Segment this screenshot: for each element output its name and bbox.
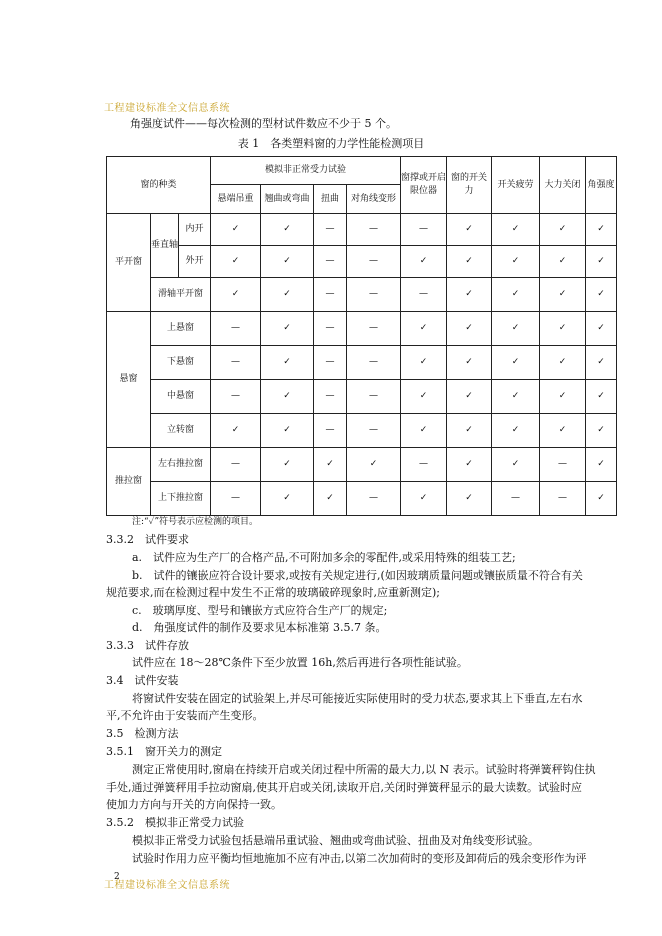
cell: ✓ [447, 380, 492, 414]
cell: — [401, 278, 447, 312]
cell: — [314, 246, 347, 278]
cell: — [401, 448, 447, 482]
table-row [107, 278, 617, 312]
section-3-5-1-text-2: 手处,通过弹簧秤用手拉动窗扇,使其开启或关闭,读取开启,关闭时弹簧秤显示的最大读数。试验时应 [106, 781, 582, 794]
cell: — [211, 380, 261, 414]
section-3-3-2-b-2: 规范要求,而在检测过程中发生不正常的玻璃破碎现象时,应重新测定); [106, 586, 440, 599]
cell: ✓ [261, 214, 314, 246]
section-3-5-2-text-1: 模拟非正常受力试验包括悬端吊重试验、翘曲或弯曲试验、扭曲及对角线变形试验。 [132, 834, 539, 847]
cell: — [347, 312, 401, 346]
table-row [107, 448, 617, 482]
cell: ✓ [211, 246, 261, 278]
cell: — [347, 346, 401, 380]
cell: ✓ [447, 482, 492, 516]
cell: ✓ [540, 312, 586, 346]
cell: — [401, 214, 447, 246]
watermark-bottom: 工程建设标准全文信息系统 [104, 880, 230, 891]
cell: ✓ [447, 312, 492, 346]
cell: ✓ [586, 278, 617, 312]
cell: ✓ [586, 346, 617, 380]
cell: ✓ [586, 482, 617, 516]
cell: ✓ [447, 278, 492, 312]
cell: ✓ [314, 482, 347, 516]
group-sliding: 推拉窗 [107, 448, 151, 516]
cell: ✓ [447, 414, 492, 448]
group-vertical-axis: 垂直轴 [151, 214, 179, 278]
section-3-3-3-title: 3.3.3 试件存放 [106, 639, 189, 652]
cell: — [314, 312, 347, 346]
cell: ✓ [586, 312, 617, 346]
cell: ✓ [492, 346, 540, 380]
intro-line: 角强度试件——每次检测的型材试件数应不少于 5 个。 [130, 117, 397, 130]
cell: ✓ [492, 214, 540, 246]
section-3-5-1-text-1: 测定正常使用时,窗扇在持续开启或关闭过程中所需的最大力,以 N 表示。试验时将弹簧秤钩住执 [132, 763, 596, 776]
cell: ✓ [492, 246, 540, 278]
page-number: 2 [114, 872, 120, 882]
row-label: 中悬窗 [151, 380, 211, 414]
cell: ✓ [540, 246, 586, 278]
cell: — [540, 448, 586, 482]
cell: ✓ [586, 414, 617, 448]
cell: ✓ [261, 448, 314, 482]
section-3-3-2-a: a. 试件应为生产厂的合格产品,不可附加多余的零配件,或采用特殊的组装工艺; [132, 551, 516, 564]
cell: — [347, 246, 401, 278]
cell: ✓ [492, 414, 540, 448]
header-sub-col: 悬端吊重 [211, 185, 261, 214]
cell: — [211, 482, 261, 516]
table-note: 注:“✓”符号表示应检测的项目。 [132, 517, 259, 527]
cell: ✓ [586, 448, 617, 482]
cell: ✓ [586, 214, 617, 246]
header-sub-col: 扭曲 [314, 185, 347, 214]
header-limit: 窗撑或开启限位器 [401, 157, 447, 214]
header-slam: 大力关闭 [540, 157, 586, 214]
cell: ✓ [492, 448, 540, 482]
cell: — [314, 346, 347, 380]
cell: — [347, 482, 401, 516]
table-row [107, 312, 617, 346]
header-sub-col: 翘曲或弯曲 [261, 185, 314, 214]
table-caption: 表 1 各类塑料窗的力学性能检测项目 [237, 137, 425, 150]
table-row [107, 346, 617, 380]
cell: ✓ [586, 380, 617, 414]
table-row [107, 214, 617, 246]
section-3-5-1-title: 3.5.1 窗开关力的测定 [106, 745, 222, 758]
header-force: 窗的开关力 [447, 157, 492, 214]
cell: ✓ [401, 414, 447, 448]
cell: ✓ [401, 246, 447, 278]
cell: ✓ [401, 482, 447, 516]
row-label: 上下推拉窗 [151, 482, 211, 516]
cell: — [347, 278, 401, 312]
cell: — [314, 380, 347, 414]
cell: ✓ [211, 214, 261, 246]
section-3-5-2-title: 3.5.2 模拟非正常受力试验 [106, 816, 244, 829]
section-3-3-3-text: 试件应在 18～28℃条件下至少放置 16h,然后再进行各项性能试验。 [132, 656, 468, 669]
cell: ✓ [261, 278, 314, 312]
cell: ✓ [261, 246, 314, 278]
cell: — [347, 380, 401, 414]
group-casement: 平开窗 [107, 214, 151, 312]
cell: — [314, 414, 347, 448]
header-window-type: 窗的种类 [107, 157, 211, 214]
cell: ✓ [401, 346, 447, 380]
cell: ✓ [261, 482, 314, 516]
section-3-4-text-2: 平,不允许由于安装而产生变形。 [106, 709, 264, 722]
cell: ✓ [261, 414, 314, 448]
cell: — [540, 482, 586, 516]
table-row [107, 414, 617, 448]
cell: ✓ [211, 414, 261, 448]
cell: ✓ [492, 278, 540, 312]
cell: — [492, 482, 540, 516]
section-3-3-2-b-1: b. 试件的镶嵌应符合设计要求,或按有关规定进行,(如因玻璃质量问题或镶嵌质量不符合有关 [132, 569, 583, 582]
section-3-4-title: 3.4 试件安装 [106, 674, 179, 687]
cell: ✓ [211, 278, 261, 312]
cell: ✓ [261, 380, 314, 414]
group-hung: 悬窗 [107, 312, 151, 448]
section-3-3-2-d: d. 角强度试件的制作及要求见本标准第 3.5.7 条。 [132, 621, 387, 634]
cell: ✓ [261, 346, 314, 380]
row-label: 内开 [179, 214, 211, 246]
cell: ✓ [401, 312, 447, 346]
cell: — [347, 414, 401, 448]
cell: — [211, 448, 261, 482]
section-3-3-2-c: c. 玻璃厚度、型号和镶嵌方式应符合生产厂的规定; [132, 604, 388, 617]
cell: ✓ [447, 448, 492, 482]
row-label: 立转窗 [151, 414, 211, 448]
section-3-3-2-title: 3.3.2 试件要求 [106, 533, 189, 546]
row-label: 滑轴平开窗 [151, 278, 211, 312]
cell: ✓ [261, 312, 314, 346]
section-3-5-title: 3.5 检测方法 [106, 727, 179, 740]
section-3-5-1-text-3: 使加力方向与开关的方向保持一致。 [106, 798, 282, 811]
cell: ✓ [314, 448, 347, 482]
cell: ✓ [447, 346, 492, 380]
cell: — [347, 214, 401, 246]
cell: ✓ [492, 312, 540, 346]
row-label: 上悬窗 [151, 312, 211, 346]
table-row [107, 482, 617, 516]
header-simulated-group: 模拟非正常受力试验 [211, 157, 401, 185]
cell: ✓ [401, 380, 447, 414]
cell: ✓ [540, 380, 586, 414]
section-3-4-text-1: 将窗试件安装在固定的试验架上,并尽可能接近实际使用时的受力状态,要求其上下垂直,左右水 [132, 692, 583, 705]
cell: ✓ [492, 380, 540, 414]
cell: — [211, 346, 261, 380]
cell: — [314, 214, 347, 246]
row-label: 下悬窗 [151, 346, 211, 380]
cell: ✓ [540, 346, 586, 380]
watermark-top: 工程建设标准全文信息系统 [104, 103, 230, 114]
cell: ✓ [447, 214, 492, 246]
table-row [107, 380, 617, 414]
row-label: 左右推拉窗 [151, 448, 211, 482]
header-angle: 角强度 [586, 157, 617, 214]
cell: ✓ [540, 414, 586, 448]
cell: ✓ [540, 214, 586, 246]
cell: — [211, 312, 261, 346]
header-fatigue: 开关疲劳 [492, 157, 540, 214]
cell: ✓ [347, 448, 401, 482]
cell: ✓ [586, 246, 617, 278]
table-row [107, 246, 617, 278]
cell: ✓ [540, 278, 586, 312]
row-label: 外开 [179, 246, 211, 278]
test-items-table [106, 156, 617, 516]
section-3-5-2-text-2: 试验时作用力应平衡均恒地施加不应有冲击,以第二次加荷时的变形及卸荷后的残余变形作为评 [132, 852, 587, 865]
header-sub-col: 对角线变形 [347, 185, 401, 214]
cell: — [314, 278, 347, 312]
cell: ✓ [447, 246, 492, 278]
